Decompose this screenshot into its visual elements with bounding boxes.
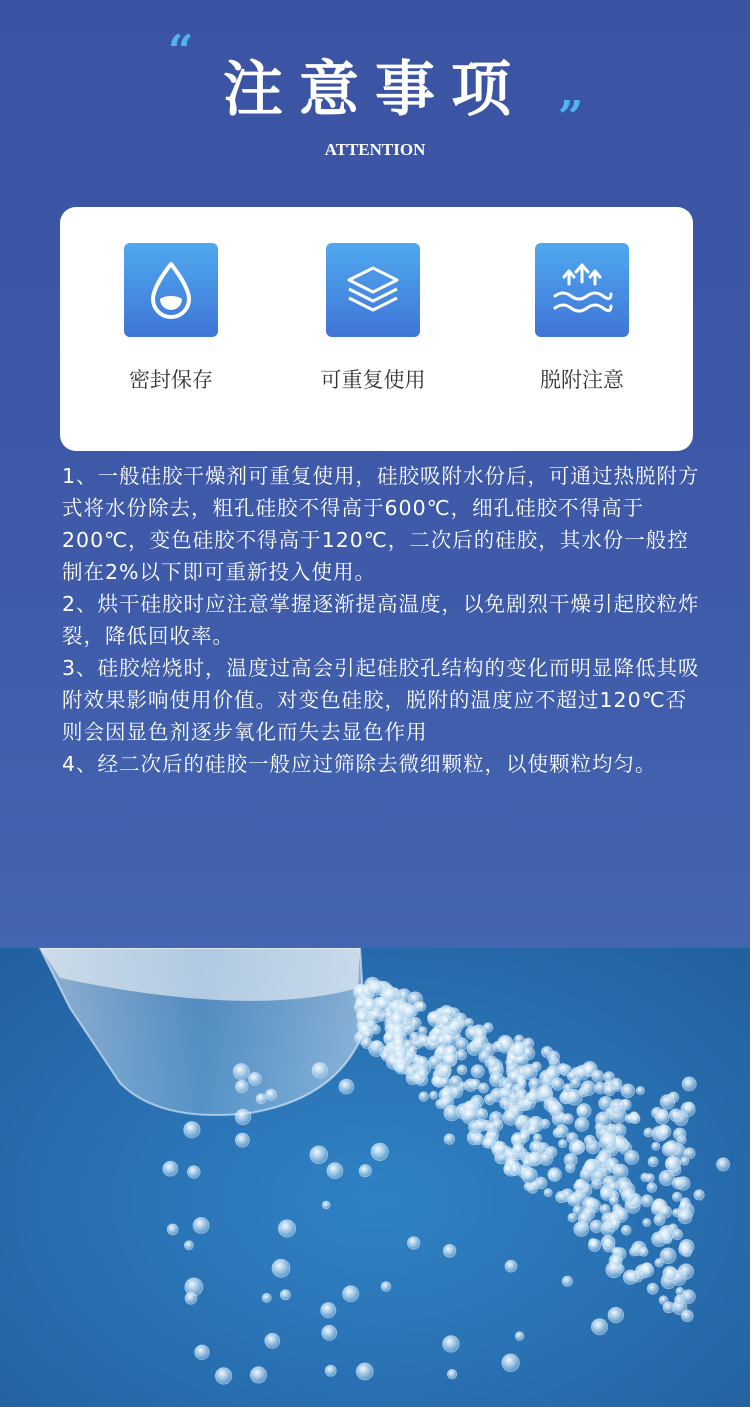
- silica-bead: [655, 1111, 669, 1125]
- silica-bead: [584, 1135, 595, 1146]
- silica-bead: [163, 1161, 178, 1176]
- silica-bead: [184, 1241, 193, 1250]
- silica-bead: [567, 1133, 578, 1144]
- silica-bead: [184, 1122, 200, 1138]
- silica-bead: [669, 1109, 682, 1122]
- silica-bead: [443, 1053, 456, 1066]
- silica-bead: [665, 1141, 679, 1155]
- silica-bead: [538, 1085, 553, 1100]
- silica-bead: [441, 1015, 452, 1026]
- silica-bead: [672, 1192, 681, 1201]
- silica-bead: [310, 1146, 328, 1164]
- silica-bead: [479, 1051, 490, 1062]
- silica-bead: [410, 1032, 420, 1042]
- silica-bead: [659, 1229, 673, 1243]
- silica-bead: [673, 1128, 686, 1141]
- silica-bead: [562, 1276, 572, 1286]
- silica-bead: [640, 1263, 654, 1277]
- silica-bead: [462, 1107, 479, 1124]
- silica-bead: [493, 1041, 503, 1051]
- silica-bead: [443, 1336, 460, 1353]
- silica-bead: [472, 1035, 488, 1051]
- silica-bead: [517, 1090, 528, 1101]
- silica-bead: [544, 1189, 552, 1197]
- silica-bead: [447, 1369, 457, 1379]
- silica-bead: [500, 1098, 511, 1109]
- water-drop-icon: [124, 243, 218, 337]
- silica-bead: [465, 1018, 473, 1026]
- silica-bead: [420, 1036, 429, 1045]
- silica-bead: [236, 1080, 249, 1093]
- silica-bead: [321, 1303, 336, 1318]
- feature-label: 密封保存: [129, 368, 213, 392]
- silica-bead: [552, 1078, 564, 1090]
- silica-bead: [680, 1201, 688, 1209]
- silica-gel-photo: [0, 948, 750, 1407]
- silica-bead: [419, 1027, 427, 1035]
- silica-bead: [652, 1142, 660, 1150]
- silica-bead: [595, 1123, 603, 1131]
- notes-text: [62, 460, 702, 780]
- silica-bead: [531, 1181, 539, 1189]
- silica-bead: [364, 999, 376, 1011]
- silica-bead: [278, 1220, 295, 1237]
- silica-bead: [622, 1189, 636, 1203]
- silica-bead: [265, 1333, 280, 1348]
- silica-bead: [215, 1368, 232, 1385]
- silica-bead: [527, 1152, 541, 1166]
- silica-bead: [235, 1109, 251, 1125]
- silica-bead: [578, 1213, 591, 1226]
- silica-bead: [636, 1087, 644, 1095]
- silica-bead: [584, 1162, 597, 1175]
- silica-bead: [564, 1084, 573, 1093]
- silica-bead: [600, 1134, 617, 1151]
- silica-bead: [256, 1094, 266, 1104]
- silica-bead: [577, 1104, 591, 1118]
- silica-bead: [682, 1077, 696, 1091]
- silica-bead: [280, 1290, 290, 1300]
- layers-icon: [326, 243, 420, 337]
- silica-bead: [678, 1264, 693, 1279]
- silica-bead: [575, 1117, 589, 1131]
- silica-bead: [343, 1286, 359, 1302]
- silica-bead: [504, 1165, 513, 1174]
- silica-bead: [193, 1217, 209, 1233]
- silica-bead: [659, 1206, 671, 1218]
- silica-bead: [621, 1084, 635, 1098]
- silica-bead: [449, 1076, 461, 1088]
- silica-bead: [515, 1332, 524, 1341]
- silica-bead: [609, 1182, 618, 1191]
- silica-bead: [631, 1114, 640, 1123]
- silica-bead: [185, 1292, 197, 1304]
- silica-bead: [608, 1307, 624, 1323]
- silica-bead: [395, 1062, 407, 1074]
- note-item: 4、经二次后的硅胶一般应过筛除去微细颗粒，以使颗粒均匀。: [62, 752, 657, 776]
- silica-bead: [483, 1023, 493, 1033]
- silica-bead: [506, 1058, 515, 1067]
- silica-bead: [541, 1046, 552, 1057]
- silica-bead: [676, 1287, 684, 1295]
- feature-desorption: [502, 243, 662, 395]
- silica-bead: [402, 1005, 416, 1019]
- silica-bead: [643, 1219, 651, 1227]
- silica-bead: [592, 1070, 604, 1082]
- silica-bead: [672, 1177, 684, 1189]
- silica-bead: [679, 1243, 692, 1256]
- silica-bead: [381, 1282, 391, 1292]
- silica-bead: [606, 1262, 622, 1278]
- silica-bead: [312, 1063, 328, 1079]
- silica-bead: [441, 1078, 450, 1087]
- silica-bead: [322, 1325, 337, 1340]
- feature-label: 可重复使用: [320, 368, 426, 392]
- silica-bead: [408, 1046, 416, 1054]
- silica-bead: [250, 1367, 266, 1383]
- silica-bead: [646, 1174, 655, 1183]
- silica-bead: [519, 1132, 529, 1142]
- note-item: 2、烘干硅胶时应注意掌握逐渐提高温度，以免剧烈干燥引起胶粒炸裂，降低回收率。: [62, 592, 700, 648]
- silica-bead: [505, 1260, 517, 1272]
- silica-bead: [590, 1220, 603, 1233]
- silica-bead: [513, 1143, 524, 1154]
- silica-bead: [322, 1201, 330, 1209]
- silica-bead: [272, 1259, 290, 1277]
- silica-bead: [609, 1197, 618, 1206]
- silica-bead: [518, 1080, 526, 1088]
- silica-bead: [339, 1079, 354, 1094]
- silica-bead: [623, 1270, 637, 1284]
- silica-bead: [549, 1170, 559, 1180]
- silica-bead: [588, 1239, 600, 1251]
- page-subtitle: ATTENTION: [324, 140, 426, 159]
- silica-bead: [367, 980, 383, 996]
- silica-bead: [502, 1354, 520, 1372]
- silica-bead: [610, 1099, 625, 1114]
- silica-bead: [479, 1083, 489, 1093]
- silica-bead: [376, 997, 389, 1010]
- silica-bead: [430, 1091, 438, 1099]
- silica-bead: [556, 1191, 567, 1202]
- silica-bead: [443, 1244, 456, 1257]
- silica-bead: [612, 1078, 622, 1088]
- silica-bead: [444, 1134, 455, 1145]
- silica-bead: [641, 1195, 653, 1207]
- silica-bead: [684, 1148, 695, 1159]
- silica-bead: [266, 1089, 277, 1100]
- silica-bead: [490, 1073, 504, 1087]
- silica-bead: [430, 1034, 440, 1044]
- silica-bead: [358, 1013, 368, 1023]
- silica-bead: [249, 1072, 262, 1085]
- silica-bead: [484, 1137, 495, 1148]
- silica-bead: [600, 1204, 610, 1214]
- silica-bead: [325, 1365, 336, 1376]
- silica-bead: [563, 1114, 573, 1124]
- silica-bead: [356, 1363, 373, 1380]
- silica-bead: [568, 1194, 580, 1206]
- silica-bead: [681, 1102, 695, 1116]
- feature-label: 脱附注意: [540, 368, 624, 392]
- silica-bead: [613, 1164, 628, 1179]
- silica-bead: [681, 1310, 693, 1322]
- silica-bead: [485, 1094, 496, 1105]
- silica-bead: [658, 1125, 671, 1138]
- silica-bead: [611, 1219, 620, 1228]
- features-card: [60, 207, 693, 451]
- silica-bead: [545, 1146, 556, 1157]
- silica-bead: [233, 1064, 249, 1080]
- silica-bead: [601, 1235, 615, 1249]
- silica-bead: [558, 1064, 569, 1075]
- silica-bead: [648, 1157, 658, 1167]
- silica-bead: [503, 1110, 519, 1126]
- note-item: 1、一般硅胶干燥剂可重复使用，硅胶吸附水份后，可通过热脱附方式将水份除去，粗孔硅胶不得高于600℃，细孔硅胶不得高于200℃，变色硅胶不得高于120℃，二次后的硅胶，其水份一般控制在2%以下即可重新投入使用。: [62, 464, 700, 584]
- silica-bead: [559, 1139, 567, 1147]
- silica-bead: [549, 1103, 563, 1117]
- silica-bead: [497, 1145, 505, 1153]
- silica-bead: [639, 1247, 648, 1256]
- silica-bead: [327, 1163, 343, 1179]
- silica-bead: [456, 1050, 466, 1060]
- close-quote-icon: ”: [558, 92, 584, 143]
- silica-bead: [418, 1069, 428, 1079]
- silica-bead: [568, 1213, 577, 1222]
- silica-bead: [581, 1081, 596, 1096]
- silica-bead: [612, 1247, 621, 1256]
- silica-bead: [678, 1210, 692, 1224]
- feature-reusable: [293, 243, 453, 395]
- silica-bead: [407, 1237, 420, 1250]
- silica-bead: [647, 1183, 657, 1193]
- desorption-icon: [535, 243, 629, 337]
- silica-bead: [444, 1105, 460, 1121]
- note-item: 3、硅胶焙烧时，温度过高会引起硅胶孔结构的变化而明显降低其吸附效果影响使用价值。对变色硅胶，脱附的温度应不超过120℃否则会因显色剂逐步氧化而失去显色作用: [62, 656, 700, 744]
- silica-bead: [373, 1041, 382, 1050]
- silica-bead: [359, 1165, 371, 1177]
- silica-bead: [530, 1141, 542, 1153]
- silica-bead: [665, 1157, 679, 1171]
- silica-bead: [457, 1065, 467, 1075]
- silica-bead: [371, 1143, 388, 1160]
- silica-bead: [564, 1153, 577, 1166]
- silica-bead: [606, 1124, 617, 1135]
- silica-bead: [675, 1295, 685, 1305]
- silica-bead: [195, 1345, 210, 1360]
- silica-bead: [532, 1062, 542, 1072]
- silica-bead: [660, 1248, 676, 1264]
- silica-bead: [362, 1038, 373, 1049]
- silica-bead: [663, 1266, 677, 1280]
- silica-bead: [505, 1083, 513, 1091]
- silica-bead: [235, 1133, 249, 1147]
- silica-bead: [663, 1302, 674, 1313]
- page-title: 注意事项: [223, 55, 527, 125]
- silica-bead: [510, 1042, 525, 1057]
- silica-bead: [621, 1225, 631, 1235]
- silica-bead: [717, 1158, 730, 1171]
- silica-bead: [660, 1095, 675, 1110]
- open-quote-icon: “: [168, 26, 194, 77]
- silica-bead: [647, 1283, 658, 1294]
- silica-bead: [591, 1319, 607, 1335]
- silica-bead: [419, 1092, 429, 1102]
- silica-bead: [556, 1125, 569, 1138]
- silica-bead: [567, 1072, 576, 1081]
- silica-bead: [418, 1057, 428, 1067]
- silica-bead: [486, 1123, 496, 1133]
- silica-bead: [471, 1065, 484, 1078]
- silica-bead: [262, 1293, 271, 1302]
- feature-sealed-storage: [91, 243, 251, 395]
- silica-bead: [167, 1224, 178, 1235]
- silica-bead: [694, 1190, 704, 1200]
- silica-bead: [187, 1166, 200, 1179]
